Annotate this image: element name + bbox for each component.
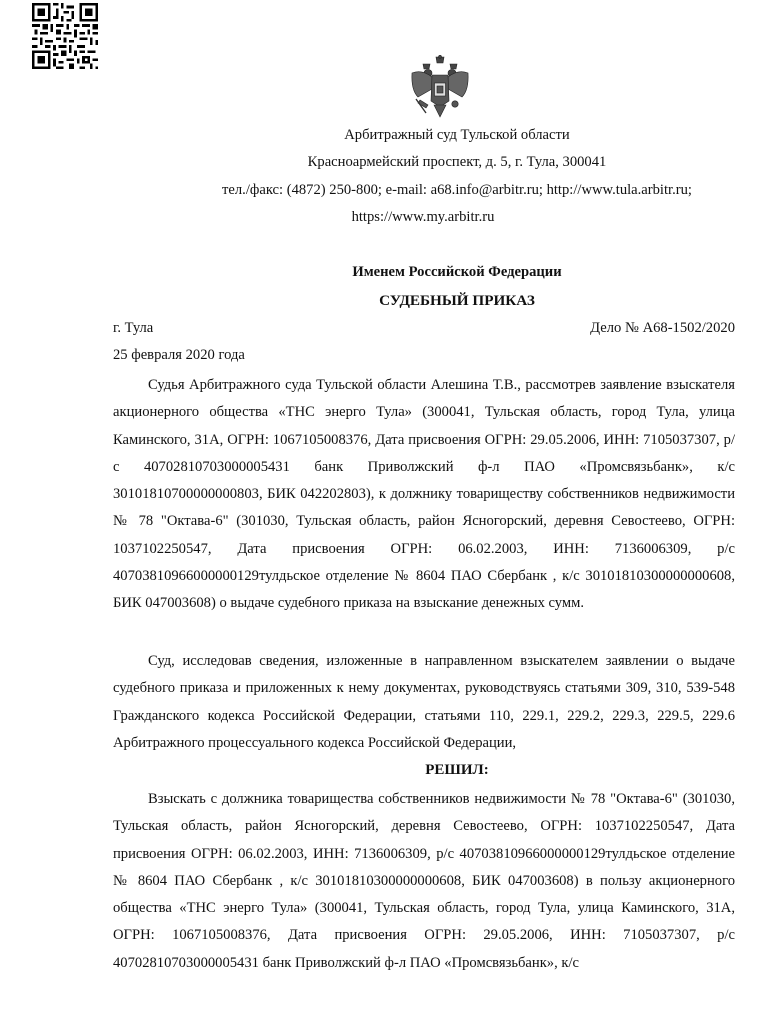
case-number: Дело № А68-1502/2020: [590, 320, 735, 336]
court-website-link[interactable]: https://www.my.arbitr.ru: [351, 209, 495, 225]
court-address: Красноармейский проспект, д. 5, г. Тула, 300041: [307, 154, 607, 170]
paragraph-application: Судья Арбитражного суда Тульской области Алешина Т.В., рассмотрев заявление взыскателя акционерного общества «ТНС энерго Тула» (300041, Тульская область, город Тула, улица Каминского, 31А, ОГРН: 1067105008376, Дата присвоения ОГРН: 29.05.2006, ИНН: 7105037307, р/с 40702810703000005431 банк Приволжский ф-л ПАО «Промсвязьбанк», к/с 30101810700000000803, БИК 042202803), к должнику товариществу собственников недвижимости № 78 "Октава-6" (301030, Тульская область, район Ясногорский, деревня Севостеево, ОГРН: 1037102250547, Дата присвоения ОГРН: 06.02.2003, ИНН: 7136006309, р/с 40703810966000000129тулдьское отделение № 8604 ПАО Сбербанк , к/с 30101810300000000608, БИК 047003608) о выдаче судебного приказа на взыскание денежных сумм.: [113, 377, 735, 612]
coat-of-arms-icon: [408, 55, 472, 121]
paragraph-ruling: Взыскать с должника товарищества собственников недвижимости № 78 "Октава-6" (301030, Тульская область, район Ясногорский, деревня Севостеево, ОГРН: 1037102250547, Дата присвоения ОГРН: 06.02.2003, ИНН: 7136006309, р/с 40703810966000000129тулдьское отделение № 8604 ПАО Сбербанк , к/с 30101810300000000608, БИК 047003608) в пользу акционерного общества «ТНС энерго Тула» (300041, Тульская область, город Тула, улица Каминского, 31А, ОГРН: 1067105008376, Дата присвоения ОГРН: 29.05.2006, ИНН: 7105037307, р/с 40702810703000005431 банк Приволжский ф-л ПАО «Промсвязьбанк», к/с: [113, 791, 735, 971]
court-name: Арбитражный суд Тульской области: [344, 127, 570, 143]
court-contacts: тел./факс: (4872) 250-800; e-mail: a68.info@arbitr.ru; http://www.tula.arbitr.ru;: [222, 182, 692, 198]
document-date: 25 февраля 2020 года: [113, 347, 245, 363]
document-title: СУДЕБНЫЙ ПРИКАЗ: [379, 292, 535, 309]
decided-heading: РЕШИЛ:: [425, 762, 489, 778]
paragraph-court-review: Суд, исследовав сведения, изложенные в направленном взыскателем заявлении о выдаче судебного приказа и приложенных к нему документах, руководствуясь статьями 309, 310, 539-548 Гражданского кодекса Российской Федерации, статьями 110, 229.1, 229.2, 229.3, 229.5, 229.6 Арбитражного процессуального кодекса Российской Федерации,: [113, 653, 735, 751]
city: г. Тула: [113, 320, 154, 336]
qr-code-icon: [32, 3, 98, 69]
city-case-row: [113, 320, 735, 337]
in-name-of-heading: Именем Российской Федерации: [352, 264, 562, 280]
